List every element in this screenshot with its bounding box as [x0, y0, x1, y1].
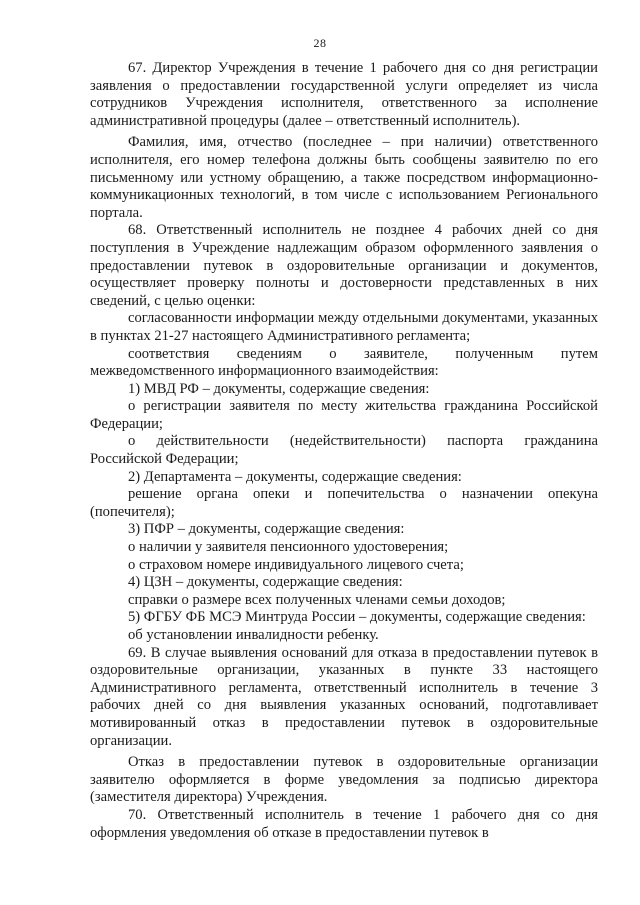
paragraph-67-contact: Фамилия, имя, отчество (последнее – при наличии) ответственного исполнителя, его номер телефона должны быть сообщены заявителю по его письменному или устному обращению, а также посредством информационно-коммуникационных технологий, в том числе с использованием Регионального портала. — [90, 134, 598, 221]
list-item-pension: о наличии у заявителя пенсионного удостоверения; — [128, 539, 449, 556]
list-item-guardianship: решение органа опеки и попечительства о назначении опекуна (попечителя); — [90, 486, 598, 520]
paragraph-68-consistency: согласованности информации между отдельными документами, указанных в пунктах 21-27 настоящего Административного регламента; — [90, 310, 598, 344]
paragraph-70: 70. Ответственный исполнитель в течение 1 рабочего дня со дня оформления уведомления об отказе в предоставлении путевок в — [90, 806, 598, 841]
paragraph-67: 67. Директор Учреждения в течение 1 рабочего дня со дня регистрации заявления о предоставлении государственной услуги определяет из числа сотрудников Учреждения исполнителя, ответственного за исполнение административной процедуры (далее – ответственный исполнитель). — [90, 60, 598, 129]
paragraph-68-correspondence: соответствия сведениям о заявителе, полученным путем межведомственного информационного взаимодействия: — [90, 345, 598, 380]
paragraph-69-refusal: Отказ в предоставлении путевок в оздоровительные организации заявителю оформляется в форме уведомления за подписью директора (заместителя директора) Учреждения. — [90, 754, 598, 806]
list-item-insurance: о страховом номере индивидуального лицевого счета; — [128, 556, 464, 573]
list-item-czn: 4) ЦЗН – документы, содержащие сведения: — [128, 574, 403, 591]
list-item-passport: о действительности (недействительности) паспорта гражданина Российской Федерации; — [90, 433, 598, 468]
list-item-registration: о регистрации заявителя по месту жительства гражданина Российской Федерации; — [90, 398, 598, 432]
paragraph-68: 68. Ответственный исполнитель не позднее 4 рабочих дней со дня поступления в Учреждение надлежащим образом оформленного заявления о предоставлении путевок в оздоровительные организации и документов, осуществляет проверку полноты и достоверности представленных в них сведений, с целью оценки: — [90, 222, 598, 309]
page-number: 28 — [313, 36, 327, 50]
list-item-income: справки о размере всех полученных членами семьи доходов; — [128, 591, 506, 608]
list-item-department: 2) Департамента – документы, содержащие сведения: — [128, 468, 462, 485]
list-item-disability: об установлении инвалидности ребенку. — [128, 627, 379, 643]
document-body — [90, 60, 598, 842]
list-item-mvd: 1) МВД РФ – документы, содержащие сведения: — [128, 380, 430, 397]
list-item-mse: 5) ФГБУ ФБ МСЭ Минтруда России – документы, содержащие сведения: — [128, 609, 586, 626]
paragraph-69: 69. В случае выявления оснований для отказа в предоставлении путевок в оздоровительные организации, указанных в пункте 33 настоящего Административного регламента, ответственный исполнитель в течение 3 рабочих дней со дня выявления указанных оснований, подготавливает мотивированный отказ в предоставлении путевок в оздоровительные организации. — [90, 644, 598, 749]
list-item-pfr: 3) ПФР – документы, содержащие сведения: — [128, 521, 405, 538]
